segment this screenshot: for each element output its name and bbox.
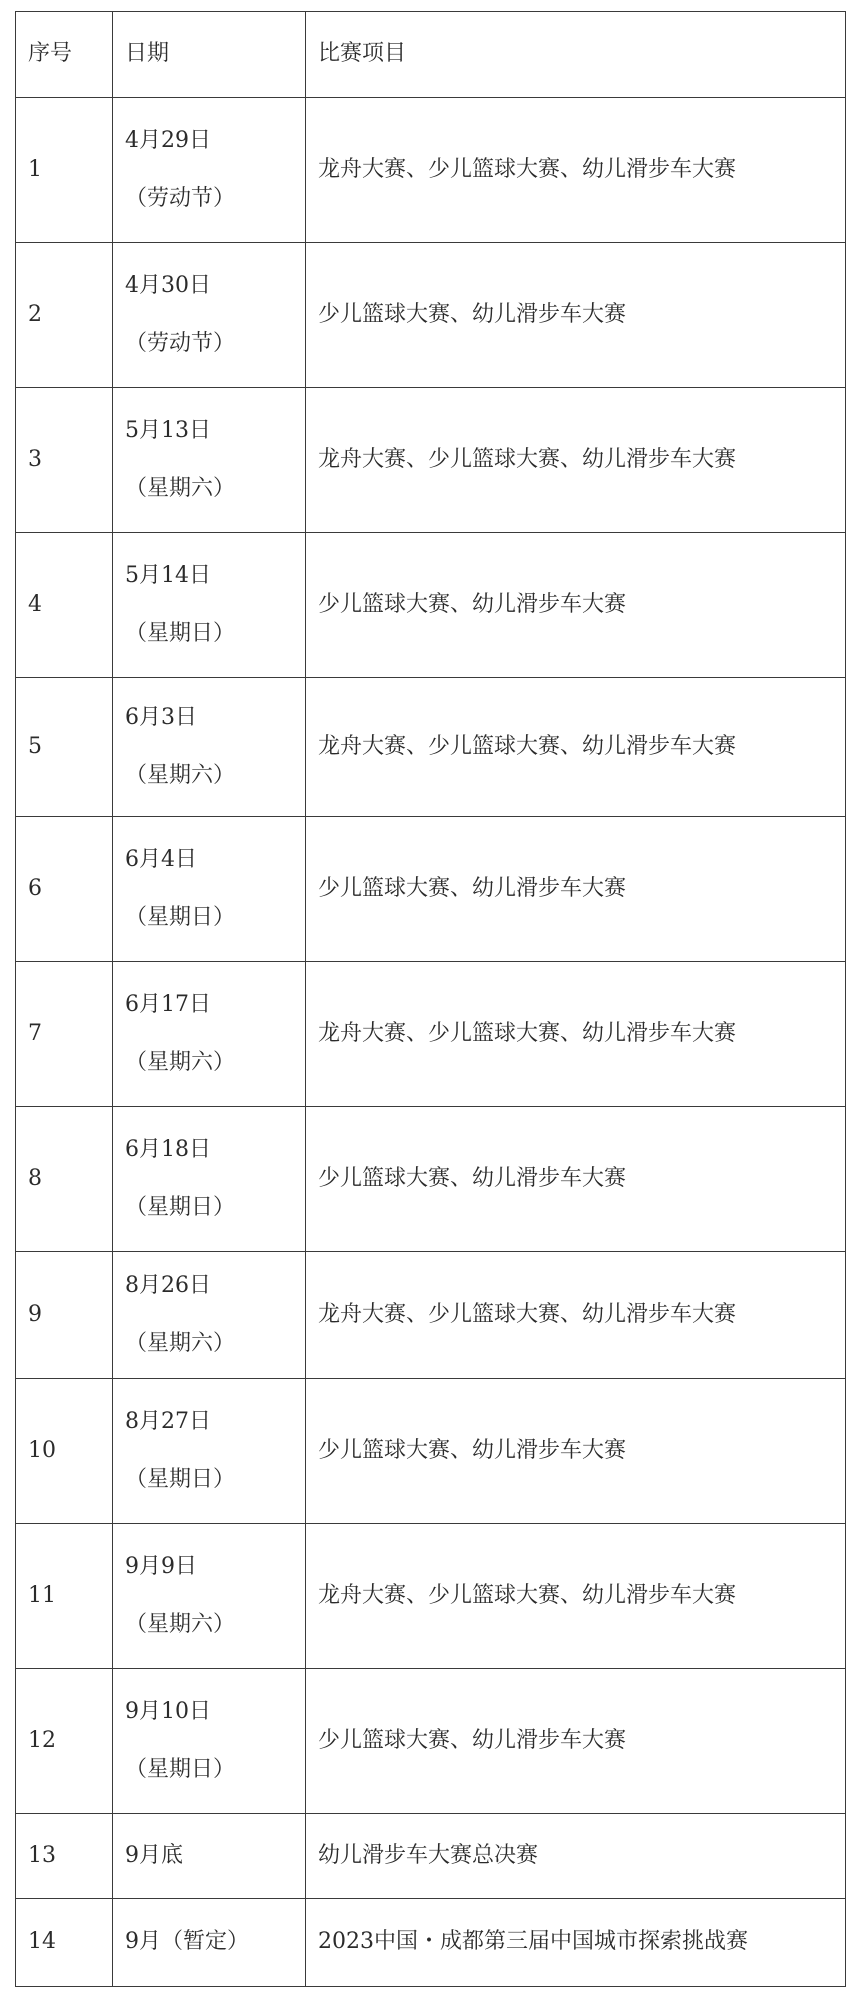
row-day-note: （劳动节） bbox=[125, 331, 236, 356]
row-day-note: （星期六） bbox=[125, 1612, 236, 1637]
header-row bbox=[16, 12, 846, 98]
row-day-note: （星期日） bbox=[125, 1757, 236, 1782]
row-date-cell bbox=[113, 678, 306, 817]
schedule-table-body bbox=[16, 12, 846, 1987]
row-events: 少儿篮球大赛、幼儿滑步车大赛 bbox=[306, 243, 846, 388]
row-number: 9 bbox=[16, 1252, 113, 1379]
row-date-cell bbox=[113, 243, 306, 388]
row-number: 8 bbox=[16, 1107, 113, 1252]
row-number: 4 bbox=[16, 533, 113, 678]
schedule-table bbox=[15, 11, 846, 1987]
row-day-note: （星期六） bbox=[125, 763, 236, 788]
header-date: 日期 bbox=[113, 12, 306, 98]
row-day-note: （星期六） bbox=[125, 1331, 236, 1356]
row-date: 5月14日 bbox=[125, 562, 211, 588]
row-date-cell bbox=[113, 1669, 306, 1814]
row-number: 6 bbox=[16, 817, 113, 962]
row-date-cell bbox=[113, 1899, 306, 1987]
row-events: 龙舟大赛、少儿篮球大赛、幼儿滑步车大赛 bbox=[306, 1252, 846, 1379]
row-events: 龙舟大赛、少儿篮球大赛、幼儿滑步车大赛 bbox=[306, 388, 846, 533]
row-date: 8月27日 bbox=[125, 1408, 211, 1434]
row-date: 9月9日 bbox=[125, 1553, 197, 1579]
table-row bbox=[16, 1669, 846, 1814]
table-row bbox=[16, 533, 846, 678]
row-date: 9月（暂定） bbox=[125, 1929, 249, 1955]
row-date-cell bbox=[113, 388, 306, 533]
row-date: 8月26日 bbox=[125, 1272, 211, 1298]
row-events: 幼儿滑步车大赛总决赛 bbox=[306, 1814, 846, 1899]
table-row bbox=[16, 243, 846, 388]
row-number: 12 bbox=[16, 1669, 113, 1814]
header-events: 比赛项目 bbox=[306, 12, 846, 98]
row-number: 3 bbox=[16, 388, 113, 533]
row-date: 9月底 bbox=[125, 1842, 183, 1868]
row-day-note: （劳动节） bbox=[125, 186, 236, 211]
row-events: 少儿篮球大赛、幼儿滑步车大赛 bbox=[306, 1379, 846, 1524]
row-events: 龙舟大赛、少儿篮球大赛、幼儿滑步车大赛 bbox=[306, 1524, 846, 1669]
row-date-cell bbox=[113, 1524, 306, 1669]
table-row bbox=[16, 1899, 846, 1987]
row-date-cell bbox=[113, 1107, 306, 1252]
row-date: 9月10日 bbox=[125, 1698, 211, 1724]
header-number: 序号 bbox=[16, 12, 113, 98]
table-row bbox=[16, 1107, 846, 1252]
row-date-cell bbox=[113, 1814, 306, 1899]
row-date-cell bbox=[113, 817, 306, 962]
row-date: 6月4日 bbox=[125, 846, 197, 872]
row-day-note: （星期日） bbox=[125, 1467, 236, 1492]
row-number: 5 bbox=[16, 678, 113, 817]
row-events: 龙舟大赛、少儿篮球大赛、幼儿滑步车大赛 bbox=[306, 98, 846, 243]
row-number: 14 bbox=[16, 1899, 113, 1987]
row-date-cell bbox=[113, 1379, 306, 1524]
row-number: 7 bbox=[16, 962, 113, 1107]
row-number: 1 bbox=[16, 98, 113, 243]
row-date-cell bbox=[113, 962, 306, 1107]
row-day-note: （星期六） bbox=[125, 476, 236, 501]
row-day-note: （星期日） bbox=[125, 621, 236, 646]
row-day-note: （星期日） bbox=[125, 905, 236, 930]
row-events: 2023中国・成都第三届中国城市探索挑战赛 bbox=[306, 1899, 846, 1987]
row-date: 4月29日 bbox=[125, 127, 211, 153]
table-row bbox=[16, 1814, 846, 1899]
row-date: 6月18日 bbox=[125, 1136, 211, 1162]
row-number: 11 bbox=[16, 1524, 113, 1669]
row-events: 龙舟大赛、少儿篮球大赛、幼儿滑步车大赛 bbox=[306, 678, 846, 817]
row-date-cell bbox=[113, 533, 306, 678]
row-number: 13 bbox=[16, 1814, 113, 1899]
table-row bbox=[16, 962, 846, 1107]
row-events: 少儿篮球大赛、幼儿滑步车大赛 bbox=[306, 1669, 846, 1814]
table-row bbox=[16, 388, 846, 533]
table-row bbox=[16, 817, 846, 962]
table-row bbox=[16, 98, 846, 243]
row-events: 少儿篮球大赛、幼儿滑步车大赛 bbox=[306, 1107, 846, 1252]
row-events: 少儿篮球大赛、幼儿滑步车大赛 bbox=[306, 533, 846, 678]
row-day-note: （星期六） bbox=[125, 1050, 236, 1075]
row-date: 4月30日 bbox=[125, 272, 211, 298]
row-date: 5月13日 bbox=[125, 417, 211, 443]
table-row bbox=[16, 678, 846, 817]
row-number: 10 bbox=[16, 1379, 113, 1524]
row-events: 龙舟大赛、少儿篮球大赛、幼儿滑步车大赛 bbox=[306, 962, 846, 1107]
table-row bbox=[16, 1524, 846, 1669]
row-date: 6月17日 bbox=[125, 991, 211, 1017]
row-events: 少儿篮球大赛、幼儿滑步车大赛 bbox=[306, 817, 846, 962]
table-row bbox=[16, 1379, 846, 1524]
row-date: 6月3日 bbox=[125, 704, 197, 730]
row-date-cell bbox=[113, 1252, 306, 1379]
row-date-cell bbox=[113, 98, 306, 243]
row-day-note: （星期日） bbox=[125, 1195, 236, 1220]
table-row bbox=[16, 1252, 846, 1379]
row-number: 2 bbox=[16, 243, 113, 388]
